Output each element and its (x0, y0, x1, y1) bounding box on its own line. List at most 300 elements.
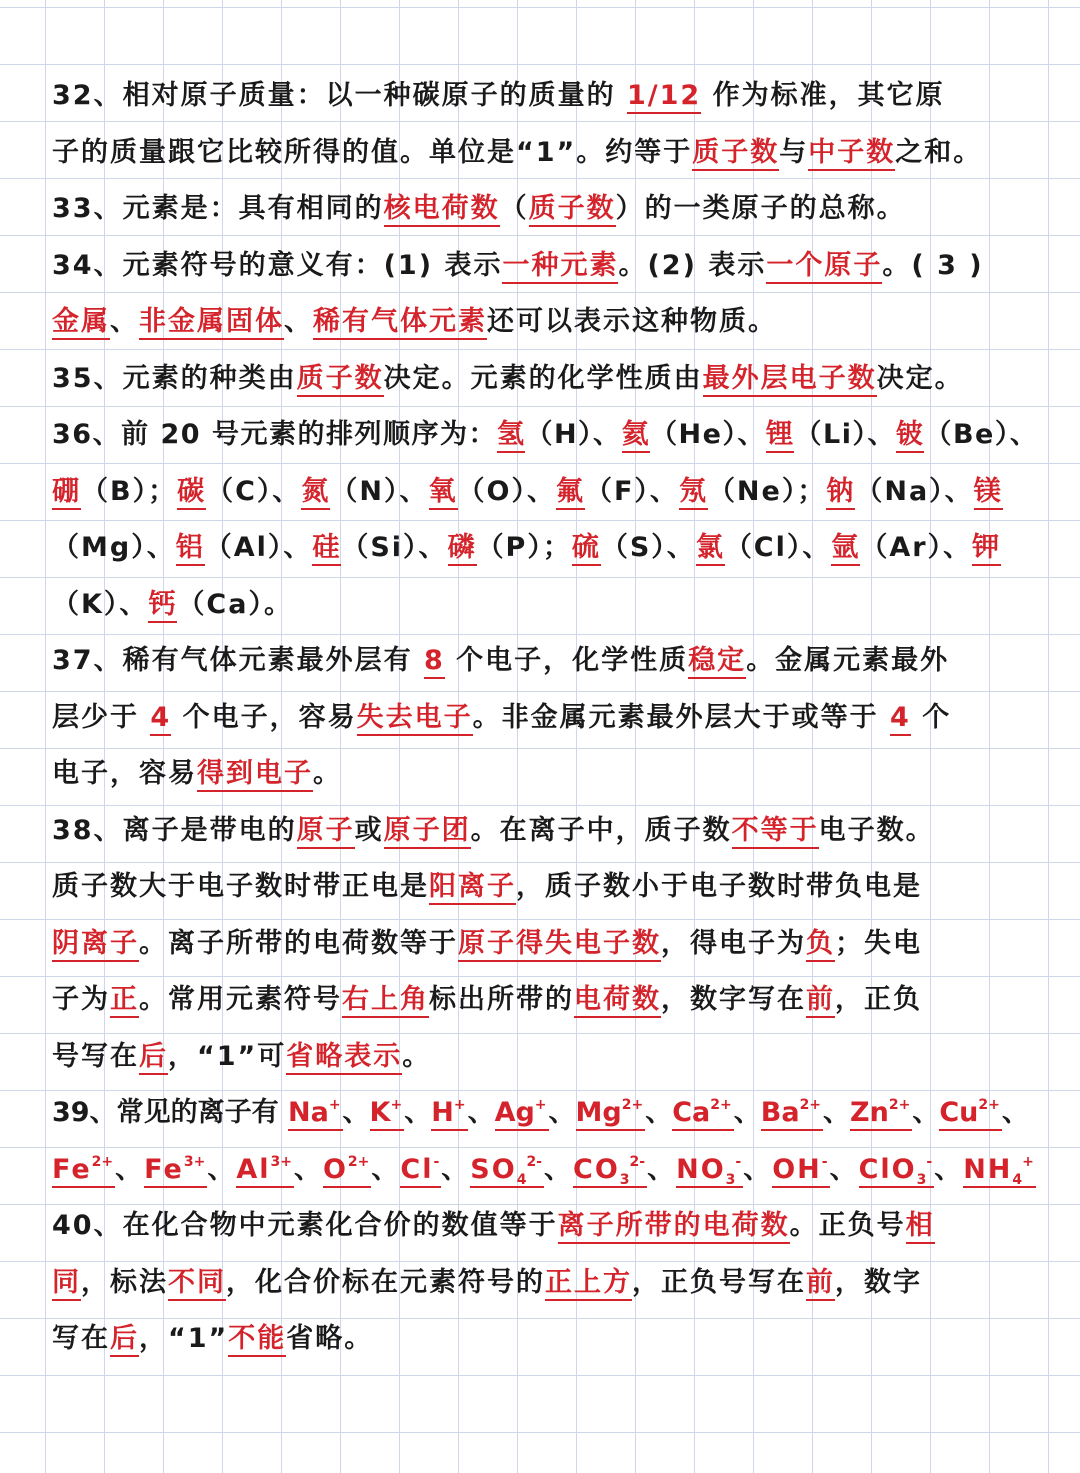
text-segment (341, 532, 447, 563)
text-segment (445, 645, 688, 676)
answer-underline (470, 1154, 544, 1188)
segment-text: 、 (371, 1153, 401, 1185)
text-segment (1002, 1097, 1029, 1128)
text-segment (725, 532, 832, 563)
answer-underline (679, 476, 708, 510)
segment-text: Cl (400, 1153, 434, 1185)
segment-text: （Ca）。 (177, 588, 293, 620)
segment-text: 、 (404, 1097, 432, 1128)
subscript: 3 (619, 1171, 630, 1188)
segment-text: 。 (402, 1040, 432, 1072)
text-segment (404, 1097, 431, 1128)
text-segment (618, 250, 766, 281)
text-segment (701, 80, 944, 111)
text-segment (205, 532, 313, 563)
answer-underline (297, 815, 355, 849)
segment-text: 前 (806, 1266, 835, 1298)
text-line (52, 125, 1042, 182)
text-line (52, 972, 1042, 1029)
segment-text: （He）、 (650, 419, 766, 450)
segment-text: Mg (575, 1097, 622, 1128)
text-line (52, 1198, 1042, 1255)
answer-underline (342, 984, 429, 1018)
text-line (52, 916, 1042, 973)
text-segment (52, 193, 384, 224)
text-segment (458, 476, 556, 507)
segment-text: 子为 (52, 984, 110, 1015)
segment-text: 或 (354, 814, 384, 846)
segment-text: （Be）、 (924, 419, 1039, 450)
answer-underline (176, 532, 205, 566)
segment-text: （Cl）、 (724, 532, 832, 563)
segment-text: 、 (912, 1097, 940, 1128)
segment-text: 正 (110, 984, 139, 1015)
segment-text: 个电子，容易 (171, 701, 357, 733)
segment-text: 、 (829, 1153, 859, 1185)
segment-text: SO (470, 1153, 517, 1185)
text-line (52, 1029, 1042, 1086)
segment-text: 前 (806, 984, 835, 1015)
segment-text: 金属 (52, 306, 110, 337)
segment-text: O (322, 1153, 348, 1185)
text-segment (52, 1097, 288, 1128)
answer-underline (826, 476, 855, 510)
segment-text: ；失电 (835, 927, 922, 959)
answer-underline (808, 137, 895, 171)
segment-text: 还可以表示这种物质。 (487, 306, 777, 337)
text-segment (139, 928, 458, 959)
segment-text: 、 (342, 1097, 370, 1128)
segment-text: ClO (858, 1153, 917, 1185)
answer-underline (429, 871, 516, 905)
answer-underline (772, 1154, 829, 1188)
answer-underline (323, 1154, 371, 1188)
text-segment (343, 1097, 370, 1128)
segment-text: 稳定 (688, 645, 747, 676)
segment-text: ，数字写在 (661, 984, 806, 1015)
answer-underline (545, 1267, 632, 1301)
text-segment (661, 984, 806, 1015)
segment-text: 钾 (972, 532, 1002, 563)
subscript: 4 (516, 1171, 527, 1188)
text-segment (471, 815, 732, 846)
segment-text: 8 (423, 645, 445, 676)
segment-text: 不等于 (731, 814, 819, 846)
segment-text: （Li）、 (794, 419, 896, 450)
segment-text: （Mg）、 (52, 532, 176, 563)
text-segment (171, 702, 356, 733)
superscript: + (390, 1097, 403, 1113)
text-segment (402, 1041, 431, 1072)
segment-text: 、 (647, 1153, 677, 1185)
answer-underline (400, 1154, 441, 1188)
segment-text: Na (287, 1097, 329, 1128)
segment-text: 、 (207, 1153, 237, 1185)
segment-text: 33、元素是：具有相同的 (52, 193, 384, 224)
text-segment (139, 984, 342, 1015)
segment-text: 阴离子 (52, 927, 139, 959)
text-segment (330, 476, 428, 507)
text-segment (650, 419, 766, 450)
answer-underline (766, 419, 795, 453)
answer-underline (627, 80, 701, 114)
segment-text: Ca (672, 1097, 711, 1128)
answer-underline (676, 1154, 743, 1188)
segment-text: 。离子所带的电荷数等于 (139, 927, 458, 959)
segment-text: 钠 (826, 475, 856, 507)
answer-underline (859, 1154, 935, 1188)
answer-underline (448, 532, 477, 566)
segment-text: 离子所带的电荷数 (557, 1210, 790, 1241)
segment-text: ，得电子为 (661, 927, 806, 959)
text-segment (645, 1097, 672, 1128)
answer-underline (197, 758, 313, 792)
answer-underline (502, 250, 618, 284)
text-segment (168, 1041, 286, 1072)
text-segment (355, 815, 384, 846)
segment-text: 一个原子 (766, 249, 883, 281)
segment-text: 号写在 (52, 1040, 139, 1072)
segment-text: 电荷数 (574, 984, 661, 1015)
answer-underline (110, 984, 139, 1018)
answer-underline (424, 645, 445, 679)
segment-text: ，质子数小于电子数时带负电是 (516, 871, 922, 902)
text-segment (52, 80, 627, 111)
text-line (52, 238, 1042, 295)
answer-underline (110, 1323, 139, 1357)
text-segment (544, 1154, 573, 1185)
text-line (52, 520, 1042, 577)
answer-underline (622, 419, 651, 453)
answer-underline (144, 1154, 207, 1188)
segment-text: Zn (850, 1097, 889, 1128)
answer-underline (963, 1154, 1036, 1188)
segment-text: 37、稀有气体元素最外层有 (52, 645, 424, 676)
text-segment (790, 1210, 906, 1241)
text-segment (779, 137, 808, 168)
answer-underline (692, 137, 779, 171)
answer-underline (150, 702, 171, 736)
text-line (52, 68, 1042, 125)
text-segment (647, 1154, 676, 1185)
text-segment (585, 476, 679, 507)
answer-underline (574, 984, 661, 1018)
segment-text: 作为标准，其它原 (701, 80, 945, 111)
superscript: + (534, 1097, 547, 1113)
segment-text: 电子，容易 (52, 758, 197, 789)
answer-underline (572, 532, 601, 566)
segment-text: ，正负号写在 (632, 1266, 806, 1298)
segment-text: 后 (110, 1323, 139, 1354)
superscript: 2- (526, 1153, 542, 1170)
superscript: - (433, 1153, 440, 1170)
text-line (52, 1085, 1042, 1142)
text-segment (441, 1154, 470, 1185)
segment-text: 38、离子是带电的 (52, 814, 297, 846)
segment-text: Cu (939, 1097, 979, 1128)
segment-text: 阳离子 (429, 871, 516, 902)
text-segment (110, 306, 139, 337)
answer-underline (972, 532, 1001, 566)
segment-text: 1/12 (626, 80, 702, 111)
superscript: 2+ (91, 1153, 114, 1170)
segment-text: 层少于 (52, 701, 151, 733)
segment-text: 相 (905, 1210, 935, 1241)
segment-text: （ (499, 193, 529, 224)
text-segment (115, 1154, 144, 1185)
text-line (52, 351, 1042, 408)
segment-text: Ba (760, 1097, 800, 1128)
segment-text: 锂 (765, 419, 795, 450)
superscript: 3+ (183, 1153, 206, 1170)
text-segment (746, 645, 949, 676)
text-segment (226, 1267, 545, 1298)
text-segment (882, 250, 983, 281)
text-segment (52, 250, 502, 281)
segment-text: 。非金属元素最外层大于或等于 (472, 701, 891, 733)
answer-underline (890, 702, 911, 736)
text-segment (924, 419, 1038, 450)
superscript: 3+ (270, 1153, 292, 1170)
text-line (52, 577, 1042, 634)
segment-text: 、 (115, 1153, 145, 1185)
answer-underline (806, 984, 835, 1018)
segment-text: 一种元素 (502, 249, 619, 281)
text-segment (549, 1097, 576, 1128)
text-segment (819, 815, 935, 846)
text-segment (835, 984, 922, 1015)
answer-underline (139, 306, 284, 340)
answer-underline (52, 476, 81, 510)
segment-text: 原子 (296, 814, 355, 846)
segment-text: 34、元素符号的意义有：(1) 表示 (52, 249, 503, 281)
segment-text: 质子数 (528, 193, 616, 224)
text-line (52, 1255, 1042, 1312)
segment-text: 。正负号 (789, 1210, 906, 1241)
text-segment (794, 419, 895, 450)
segment-text: 得到电子 (197, 758, 313, 789)
answer-underline (236, 1154, 294, 1188)
text-segment (52, 1041, 139, 1072)
segment-text: （Al）、 (204, 532, 313, 563)
segment-text: Al (236, 1153, 271, 1185)
segment-text: 。(2) 表示 (618, 249, 767, 281)
segment-text: 36、前 20 号元素的排列顺序为： (52, 419, 497, 450)
superscript: 2+ (347, 1153, 370, 1170)
text-segment (708, 476, 826, 507)
text-segment (52, 871, 429, 902)
segment-text: 稀有气体元素 (313, 306, 487, 337)
answer-underline (850, 1097, 912, 1131)
text-segment (877, 363, 964, 394)
segment-text: 4 (150, 701, 172, 733)
answer-underline (52, 928, 139, 962)
answer-underline (806, 928, 835, 962)
text-segment (294, 1154, 323, 1185)
answer-underline (761, 1097, 823, 1131)
segment-text: 决定。 (876, 362, 964, 394)
text-segment (52, 363, 297, 394)
segment-text: 省略。 (286, 1323, 374, 1354)
answer-underline (357, 702, 473, 736)
text-segment (81, 476, 177, 507)
segment-text: （S）、 (600, 532, 696, 563)
text-line (52, 464, 1042, 521)
text-segment (284, 306, 313, 337)
superscript: - (821, 1153, 828, 1170)
answer-underline (384, 815, 471, 849)
segment-text: （F）、 (584, 475, 679, 507)
answer-underline (906, 1210, 935, 1244)
superscript: 2+ (888, 1097, 911, 1113)
superscript: 2+ (621, 1097, 644, 1113)
text-segment (207, 1154, 236, 1185)
answer-underline (301, 476, 330, 510)
text-line (52, 181, 1042, 238)
answer-underline (703, 363, 877, 397)
text-segment (52, 815, 297, 846)
text-segment (52, 137, 692, 168)
text-segment (895, 137, 982, 168)
subscript: 4 (1012, 1171, 1023, 1188)
segment-text: H (431, 1097, 454, 1128)
answer-underline (573, 1154, 647, 1188)
segment-text: CO (573, 1153, 620, 1185)
segment-text: 原子团 (383, 814, 471, 846)
segment-text: （Si）、 (341, 532, 448, 563)
text-segment (52, 419, 497, 450)
superscript: + (453, 1097, 466, 1113)
answer-underline (52, 1154, 115, 1188)
answer-underline (495, 1097, 549, 1131)
segment-text: 之和。 (895, 136, 983, 168)
answer-underline (384, 193, 500, 227)
answer-underline (228, 1323, 286, 1357)
text-segment (473, 702, 890, 733)
text-segment (830, 1154, 859, 1185)
text-segment (835, 1267, 922, 1298)
segment-text: 右上角 (342, 984, 429, 1015)
answer-underline (576, 1097, 646, 1131)
segment-text: 质子数 (296, 362, 384, 394)
segment-text: 、 (823, 1097, 851, 1128)
segment-text: （P）； (476, 532, 572, 563)
segment-text: 40、在化合物中元素化合价的数值等于 (52, 1210, 558, 1241)
text-segment (860, 532, 972, 563)
text-segment (743, 1154, 772, 1185)
segment-text: （N）、 (330, 475, 429, 507)
segment-text: ，“1” (139, 1323, 229, 1354)
segment-text: 镁 (973, 475, 1003, 507)
segment-text: 最外层电子数 (702, 362, 877, 394)
answer-underline (529, 193, 616, 227)
text-segment (912, 1097, 939, 1128)
segment-text: 原子得失电子数 (458, 927, 661, 959)
text-line (52, 859, 1042, 916)
text-segment (206, 476, 301, 507)
answer-underline (52, 306, 110, 340)
answer-underline (732, 815, 819, 849)
subscript: 3 (725, 1171, 736, 1188)
segment-text: 不同 (168, 1266, 226, 1298)
segment-text: 氮 (301, 475, 331, 507)
segment-text: 同 (52, 1266, 81, 1298)
answer-underline (288, 1097, 343, 1131)
segment-text: 32、相对原子质量：以一种碳原子的质量的 (52, 80, 627, 111)
segment-text: 。常用元素符号 (139, 984, 342, 1015)
answer-underline (458, 928, 661, 962)
segment-text: 氯 (695, 532, 725, 563)
segment-text: 、 (293, 1153, 323, 1185)
text-line (52, 1142, 1042, 1199)
segment-text: ，化合价标在元素符号的 (226, 1266, 545, 1298)
answer-underline (312, 532, 341, 566)
text-line (52, 690, 1042, 747)
text-segment (286, 1323, 373, 1354)
segment-text: 碳 (177, 475, 207, 507)
superscript: - (926, 1153, 933, 1170)
segment-text: 失去电子 (356, 701, 473, 733)
text-segment (911, 702, 951, 733)
text-segment (52, 984, 110, 1015)
answer-underline (896, 419, 925, 453)
text-segment (139, 1323, 228, 1354)
text-segment (734, 1097, 761, 1128)
segment-text: 、 (110, 306, 139, 337)
text-line (52, 803, 1042, 860)
segment-text: （C）、 (206, 475, 302, 507)
segment-text: 与 (779, 136, 809, 168)
answer-underline (558, 1210, 790, 1244)
segment-text: 铝 (175, 532, 205, 563)
text-segment (835, 928, 922, 959)
segment-text: 负 (806, 927, 835, 959)
superscript: 2+ (799, 1097, 822, 1113)
text-segment (313, 758, 342, 789)
text-segment (525, 419, 621, 450)
segment-text: 电子数。 (818, 814, 935, 846)
segment-text: （B）； (81, 475, 178, 507)
segment-text: （Ar）、 (860, 532, 973, 563)
text-segment (855, 476, 973, 507)
superscript: 2- (629, 1153, 646, 1170)
answer-underline (431, 1097, 467, 1131)
segment-text: 中子数 (808, 136, 896, 168)
answer-underline (313, 306, 487, 340)
text-line (52, 407, 1042, 464)
segment-text: 硼 (52, 475, 81, 507)
superscript: + (1022, 1153, 1034, 1170)
text-segment (661, 928, 806, 959)
segment-text: （Na）、 (855, 475, 974, 507)
segment-text: 个 (910, 701, 952, 733)
segment-text: 、 (544, 1153, 573, 1185)
answer-underline (177, 476, 206, 510)
segment-text: 。( 3 ) (882, 249, 984, 281)
text-segment (934, 1154, 963, 1185)
segment-text: NO (676, 1153, 726, 1185)
segment-text: ）的一类原子的总称。 (615, 193, 906, 224)
segment-text: 正上方 (545, 1266, 632, 1298)
segment-text: 省略表示 (286, 1040, 403, 1072)
text-line (52, 633, 1042, 690)
answer-underline (766, 250, 882, 284)
segment-text: ，数字 (835, 1266, 922, 1298)
superscript: - (735, 1153, 742, 1170)
segment-text: 、 (743, 1153, 773, 1185)
answer-underline (52, 1267, 81, 1301)
subscript: 3 (916, 1171, 927, 1188)
